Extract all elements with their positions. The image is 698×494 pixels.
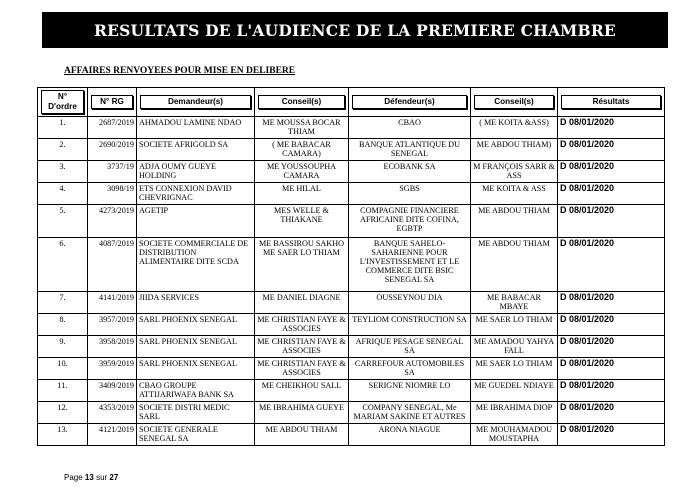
header-rg (88, 88, 137, 117)
cell-conseil-2: ME ABDOU THIAM (471, 205, 558, 238)
cell-conseil-1: ( ME BABACAR CAMARA) (255, 139, 349, 161)
header-num-line2: D'ordre (48, 102, 77, 111)
header-defendeur-label: Défendeur(s) (352, 95, 467, 109)
cell-demandeur: JIIDA SERVICES (137, 292, 255, 314)
table-row (38, 139, 665, 161)
cell-rg: 3737/19 (88, 161, 137, 183)
cell-num: 4. (38, 183, 88, 205)
cell-num: 1. (38, 117, 88, 139)
cell-resultat: D 08/01/2020 (558, 314, 665, 336)
cell-conseil-2: ME SAER LO THIAM (471, 314, 558, 336)
cell-demandeur: SARL PHOENIX SENEGAL (137, 314, 255, 336)
page-title: RESULTATS DE L'AUDIENCE DE LA PREMIERE CHAMBRE (42, 12, 668, 48)
cell-conseil-1: ME YOUSSOUPHA CAMARA (255, 161, 349, 183)
cell-resultat: D 08/01/2020 (558, 205, 665, 238)
table-row (38, 424, 665, 446)
cell-defendeur: ARONA NIAGUE (349, 424, 471, 446)
header-conseil-1 (255, 88, 349, 117)
cell-conseil-2: ME BABACAR MBAYE (471, 292, 558, 314)
cell-rg: 3959/2019 (88, 358, 137, 380)
cell-conseil-2: M FRANÇOIS SARR & ASS (471, 161, 558, 183)
header-row (38, 88, 665, 117)
cell-defendeur: BANQUE SAHELO-SAHARIENNE POUR L'INVESTISSEMENT ET LE COMMERCE DITE BSIC SENEGAL SA (349, 238, 471, 292)
header-conseil-2 (471, 88, 558, 117)
header-rg-label: N° RG (91, 95, 133, 109)
cell-conseil-2: ( ME KOITA &ASS) (471, 117, 558, 139)
cell-demandeur: SARL PHOENIX SENEGAL (137, 336, 255, 358)
cell-conseil-1: ME CHRISTIAN FAYE & ASSOCIES (255, 314, 349, 336)
cell-defendeur: CBAO (349, 117, 471, 139)
cell-rg: 2687/2019 (88, 117, 137, 139)
table-row (38, 205, 665, 238)
table-row (38, 314, 665, 336)
cell-demandeur: SARL PHOENIX SENEGAL (137, 358, 255, 380)
cell-demandeur: SOCIETE AFRIGOLD SA (137, 139, 255, 161)
header-defendeur (349, 88, 471, 117)
cell-defendeur: ECOBANK SA (349, 161, 471, 183)
cell-num: 12. (38, 402, 88, 424)
cell-conseil-2: ME ABDOU THIAM) (471, 139, 558, 161)
cell-rg: 3098/19 (88, 183, 137, 205)
table-row (38, 292, 665, 314)
page-footer (64, 473, 118, 482)
header-num-line1: N° (57, 92, 68, 101)
cell-conseil-1: ME CHRISTIAN FAYE & ASSOCIES (255, 358, 349, 380)
cell-num: 10. (38, 358, 88, 380)
cell-demandeur: AHMADOU LAMINE NDAO (137, 117, 255, 139)
cell-conseil-1: MES WELLE & THIAKANE (255, 205, 349, 238)
cell-resultat: D 08/01/2020 (558, 139, 665, 161)
cell-rg: 4141/2019 (88, 292, 137, 314)
cell-defendeur: TEYLIOM CONSTRUCTION SA (349, 314, 471, 336)
table-row (38, 238, 665, 292)
cell-resultat: D 08/01/2020 (558, 161, 665, 183)
cell-conseil-1: ME BASSIROU SAKHO ME SAER LO THIAM (255, 238, 349, 292)
cell-num: 11. (38, 380, 88, 402)
cell-defendeur: SERIGNE NIOMRE LO (349, 380, 471, 402)
section-label: AFFAIRES RENVOYEES POUR MISE EN DELIBERE (64, 66, 296, 76)
footer-total-pages: 27 (109, 473, 119, 482)
header-resultats (558, 88, 665, 117)
cell-defendeur: CARREFOUR AUTOMOBILES SA (349, 358, 471, 380)
header-demandeur-label: Demandeur(s) (140, 95, 251, 109)
footer-sur-word: sur (96, 473, 108, 482)
cell-rg: 4353/2019 (88, 402, 137, 424)
table-row (38, 358, 665, 380)
table-row (38, 161, 665, 183)
cell-demandeur: CBAO GROUPE ATTIJARIWAFA BANK SA (137, 380, 255, 402)
cell-defendeur: COMPAGNIE FINANCIERE AFRICAINE DITE COFINA, EGBTP (349, 205, 471, 238)
cell-rg: 3957/2019 (88, 314, 137, 336)
cell-conseil-2: ME AMADOU YAHYA FALL (471, 336, 558, 358)
cell-resultat: D 08/01/2020 (558, 424, 665, 446)
cell-defendeur: COMPANY SENEGAL, Me MARIAM SAKINE ET AUTRES (349, 402, 471, 424)
cell-resultat: D 08/01/2020 (558, 292, 665, 314)
cell-conseil-1: ME DANIEL DIAGNE (255, 292, 349, 314)
results-table (37, 87, 665, 446)
cell-demandeur: SOCIETE DISTRI MEDIC SARL (137, 402, 255, 424)
cell-defendeur: BANQUE ATLANTIQUE DU SENEGAL (349, 139, 471, 161)
cell-rg: 3958/2019 (88, 336, 137, 358)
cell-conseil-1: ME CHRISTIAN FAYE & ASSOCIES (255, 336, 349, 358)
cell-conseil-1: ME ABDOU THIAM (255, 424, 349, 446)
cell-conseil-1: ME CHEIKHOU SALL (255, 380, 349, 402)
cell-rg: 4273/2019 (88, 205, 137, 238)
cell-conseil-2: ME ABDOU THIAM (471, 238, 558, 292)
cell-resultat: D 08/01/2020 (558, 402, 665, 424)
cell-defendeur: SGBS (349, 183, 471, 205)
cell-conseil-2: ME IBRAHIMA DIOP (471, 402, 558, 424)
header-conseil-2-label: Conseil(s) (474, 95, 554, 109)
cell-conseil-2: ME KOITA & ASS (471, 183, 558, 205)
cell-demandeur: ETS CONNEXION DAVID CHEVRIGNAC (137, 183, 255, 205)
cell-resultat: D 08/01/2020 (558, 117, 665, 139)
table-row (38, 380, 665, 402)
cell-conseil-2: ME GUEDEL NDIAYE (471, 380, 558, 402)
cell-num: 6. (38, 238, 88, 292)
footer-page-word: Page (64, 473, 83, 482)
table-row (38, 402, 665, 424)
cell-defendeur: AFRIQUE PESAGE SENEGAL SA (349, 336, 471, 358)
cell-rg: 4087/2019 (88, 238, 137, 292)
cell-demandeur: SOCIETE GENERALE SENEGAL SA (137, 424, 255, 446)
cell-conseil-1: ME MOUSSA BOCAR THIAM (255, 117, 349, 139)
header-num (38, 88, 88, 117)
cell-conseil-1: ME IBRAHIMA GUEYE (255, 402, 349, 424)
header-conseil-1-label: Conseil(s) (258, 95, 345, 109)
cell-num: 8. (38, 314, 88, 336)
cell-num: 7. (38, 292, 88, 314)
cell-demandeur: AGETIP (137, 205, 255, 238)
cell-num: 2. (38, 139, 88, 161)
footer-page-number: 13 (84, 473, 94, 482)
cell-num: 5. (38, 205, 88, 238)
cell-conseil-1: ME HILAL (255, 183, 349, 205)
cell-conseil-2: ME SAER LO THIAM (471, 358, 558, 380)
table-row (38, 336, 665, 358)
cell-num: 13. (38, 424, 88, 446)
cell-num: 3. (38, 161, 88, 183)
cell-rg: 2690/2019 (88, 139, 137, 161)
header-demandeur (137, 88, 255, 117)
cell-resultat: D 08/01/2020 (558, 336, 665, 358)
cell-rg: 3409/2019 (88, 380, 137, 402)
cell-demandeur: SOCIETE COMMERCIALE DE DISTRIBUTION ALIMENTAIRE DITE SCDA (137, 238, 255, 292)
cell-resultat: D 08/01/2020 (558, 380, 665, 402)
table-row (38, 183, 665, 205)
cell-num: 9. (38, 336, 88, 358)
cell-resultat: D 08/01/2020 (558, 183, 665, 205)
cell-conseil-2: ME MOUHAMADOU MOUSTAPHA (471, 424, 558, 446)
cell-resultat: D 08/01/2020 (558, 238, 665, 292)
cell-defendeur: OUSSEYNOU DIA (349, 292, 471, 314)
table-row (38, 117, 665, 139)
cell-demandeur: ADJA OUMY GUEYE HOLDING (137, 161, 255, 183)
cell-rg: 4121/2019 (88, 424, 137, 446)
cell-resultat: D 08/01/2020 (558, 358, 665, 380)
header-resultats-label: Résultats (561, 95, 661, 109)
